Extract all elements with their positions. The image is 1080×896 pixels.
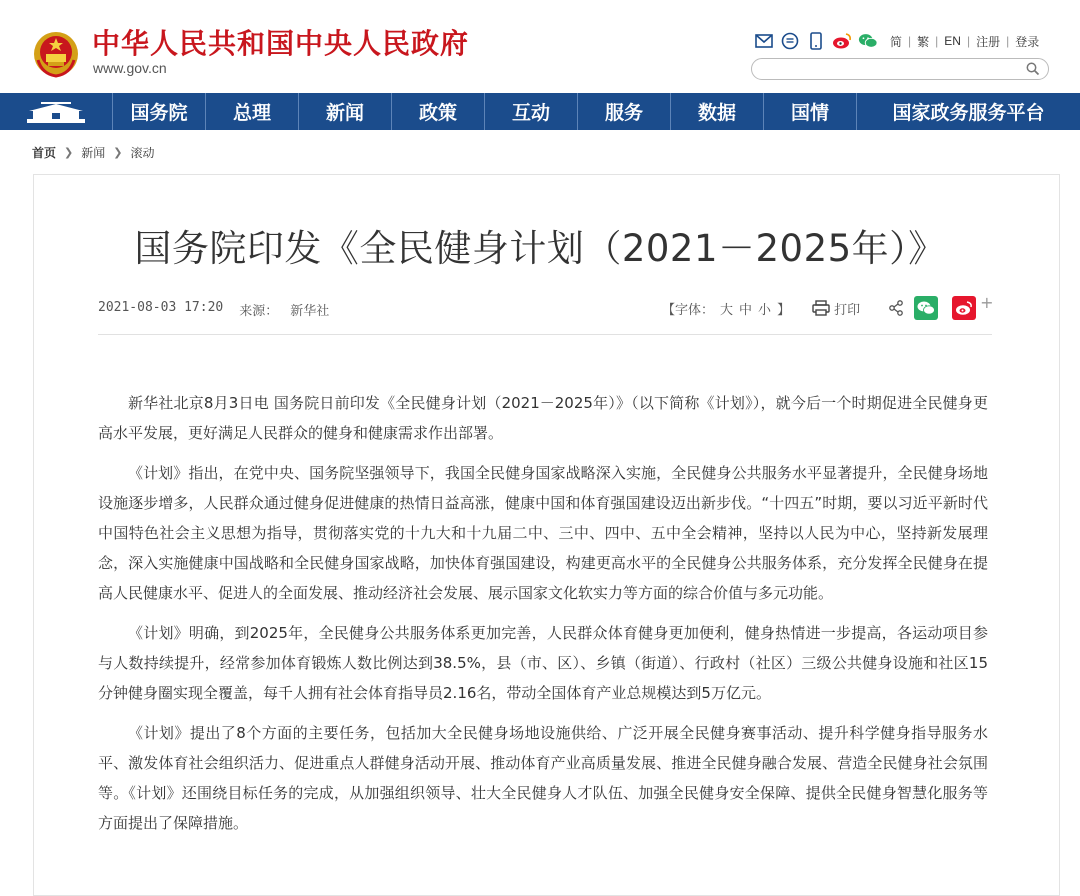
weibo-share-button[interactable]: [952, 296, 976, 320]
site-header: [0, 0, 1080, 93]
article-date: 2021-08-03 17:20: [98, 300, 224, 315]
lang-simplified[interactable]: 简: [890, 34, 903, 49]
breadcrumb-news[interactable]: 新闻: [81, 146, 106, 160]
weibo-icon[interactable]: [832, 31, 852, 51]
font-large-button[interactable]: 大: [720, 302, 734, 318]
print-icon: [812, 300, 830, 316]
paragraph: 《计划》明确，到2025年，全民健身公共服务体系更加完善，人民群众体育健身更加便利，健身热情进一步提高，各运动项目参与人数持续提升，经常参加体育锻炼人数比例达到38.5%，县（市、区）、乡镇（街道）、行政村（社区）三级公共健身设施和社区15分钟健身圈实现全覆盖，每千人拥有社会体育指导员2.16名，带动全国体育产业总规模达到5万亿元。: [98, 624, 988, 702]
nav-premier[interactable]: 总理: [206, 93, 299, 130]
paragraph: 《计划》指出，在党中央、国务院坚强领导下，我国全民健身国家战略深入实施，全民健身公共服务水平显著提升，全民健身场地设施逐步增多，人民群众通过健身促进健康的热情日益高涨，健康中国和体育强国建设迈出新步伐。“十四五”时期，要以习近平新时代中国特色社会主义思想为指导，贯彻落实党的十九大和十九届二中、三中、四中、五中全会精神，坚持以人民为中心，坚持新发展理念，深入实施健康中国战略和全民健身国家战略，加快体育强国建设，构建更高水平的全民健身公共服务体系，充分发挥全民健身在提高人民健康水平、促进人的全面发展、推动经济社会发展、展示国家文化软实力等方面的综合价值与多元功能。: [98, 464, 988, 602]
lang-traditional[interactable]: 繁: [917, 34, 930, 49]
article-body: [98, 388, 988, 848]
chevron-right-icon: ❯: [113, 146, 123, 159]
font-size-label: 【字体：: [662, 302, 715, 318]
share-icon[interactable]: [884, 296, 908, 320]
wechat-icon: [916, 300, 936, 316]
site-url[interactable]: www.gov.cn: [93, 60, 167, 76]
register-link[interactable]: 注册: [976, 34, 1001, 49]
language-links: 简 | 繁 | EN | 注册 | 登录: [890, 34, 1040, 49]
nav-policy[interactable]: 政策: [392, 93, 485, 130]
chevron-right-icon: ❯: [64, 146, 74, 159]
nav-news[interactable]: 新闻: [299, 93, 392, 130]
breadcrumb-scroll[interactable]: 滚动: [130, 146, 155, 160]
article-tools: [662, 292, 994, 320]
font-size-switcher: [662, 299, 790, 318]
national-emblem-icon[interactable]: [32, 30, 80, 78]
meta-divider: [98, 334, 992, 335]
source-label: 来源：: [239, 304, 279, 319]
nav-national-info[interactable]: 国情: [764, 93, 857, 130]
nav-state-council[interactable]: 国务院: [113, 93, 206, 130]
mobile-icon[interactable]: [806, 31, 826, 51]
site-title[interactable]: 中华人民共和国中央人民政府: [92, 27, 470, 60]
font-size-close: 】: [777, 302, 791, 318]
article-meta: [98, 300, 329, 319]
paragraph: 《计划》提出了8个方面的主要任务，包括加大全民健身场地设施供给、广泛开展全民健身赛事活动、提升科学健身指导服务水平、激发体育社会组织活力、促进重点人群健身活动开展、推动体育产业高质量发展、推进全民健身融合发展、营造全民健身社会氛围等。《计划》还围绕目标任务的完成，从加强组织领导、壮大全民健身人才队伍、加强全民健身安全保障、提供全民健身智慧化服务等方面提出了保障措施。: [98, 724, 988, 832]
article-title: 国务院印发《全民健身计划（2021－2025年）》: [134, 227, 946, 270]
wechat-share-button[interactable]: [914, 296, 938, 320]
nav-interaction[interactable]: 互动: [485, 93, 578, 130]
font-medium-button[interactable]: 中: [739, 302, 753, 318]
nav-data[interactable]: 数据: [671, 93, 764, 130]
nav-services[interactable]: 服务: [578, 93, 671, 130]
top-tools: [754, 30, 1039, 52]
tiananmen-icon: [25, 99, 87, 125]
search-icon[interactable]: [1026, 62, 1040, 76]
wechat-icon[interactable]: [858, 31, 878, 51]
breadcrumb-home[interactable]: 首页: [32, 146, 57, 160]
search-input[interactable]: [751, 58, 1049, 80]
message-icon[interactable]: [780, 31, 800, 51]
print-button[interactable]: [812, 299, 860, 318]
print-label: 打印: [834, 302, 861, 318]
font-small-button[interactable]: 小: [758, 302, 772, 318]
breadcrumb: [32, 144, 154, 161]
main-nav: [0, 93, 1080, 130]
more-share-icon[interactable]: +: [980, 292, 994, 312]
lang-english[interactable]: EN: [944, 34, 961, 48]
email-icon[interactable]: [754, 31, 774, 51]
paragraph: 新华社北京8月3日电 国务院日前印发《全民健身计划（2021－2025年）》（以下简称《计划》），就今后一个时期促进全民健身更高水平发展，更好满足人民群众的健身和健康需求作出部署。: [98, 394, 988, 442]
weibo-icon: [954, 300, 974, 316]
login-link[interactable]: 登录: [1015, 34, 1040, 49]
nav-gov-service-platform[interactable]: 国家政务服务平台: [892, 102, 1045, 124]
nav-home[interactable]: [0, 93, 113, 130]
article-source: 新华社: [290, 304, 330, 319]
